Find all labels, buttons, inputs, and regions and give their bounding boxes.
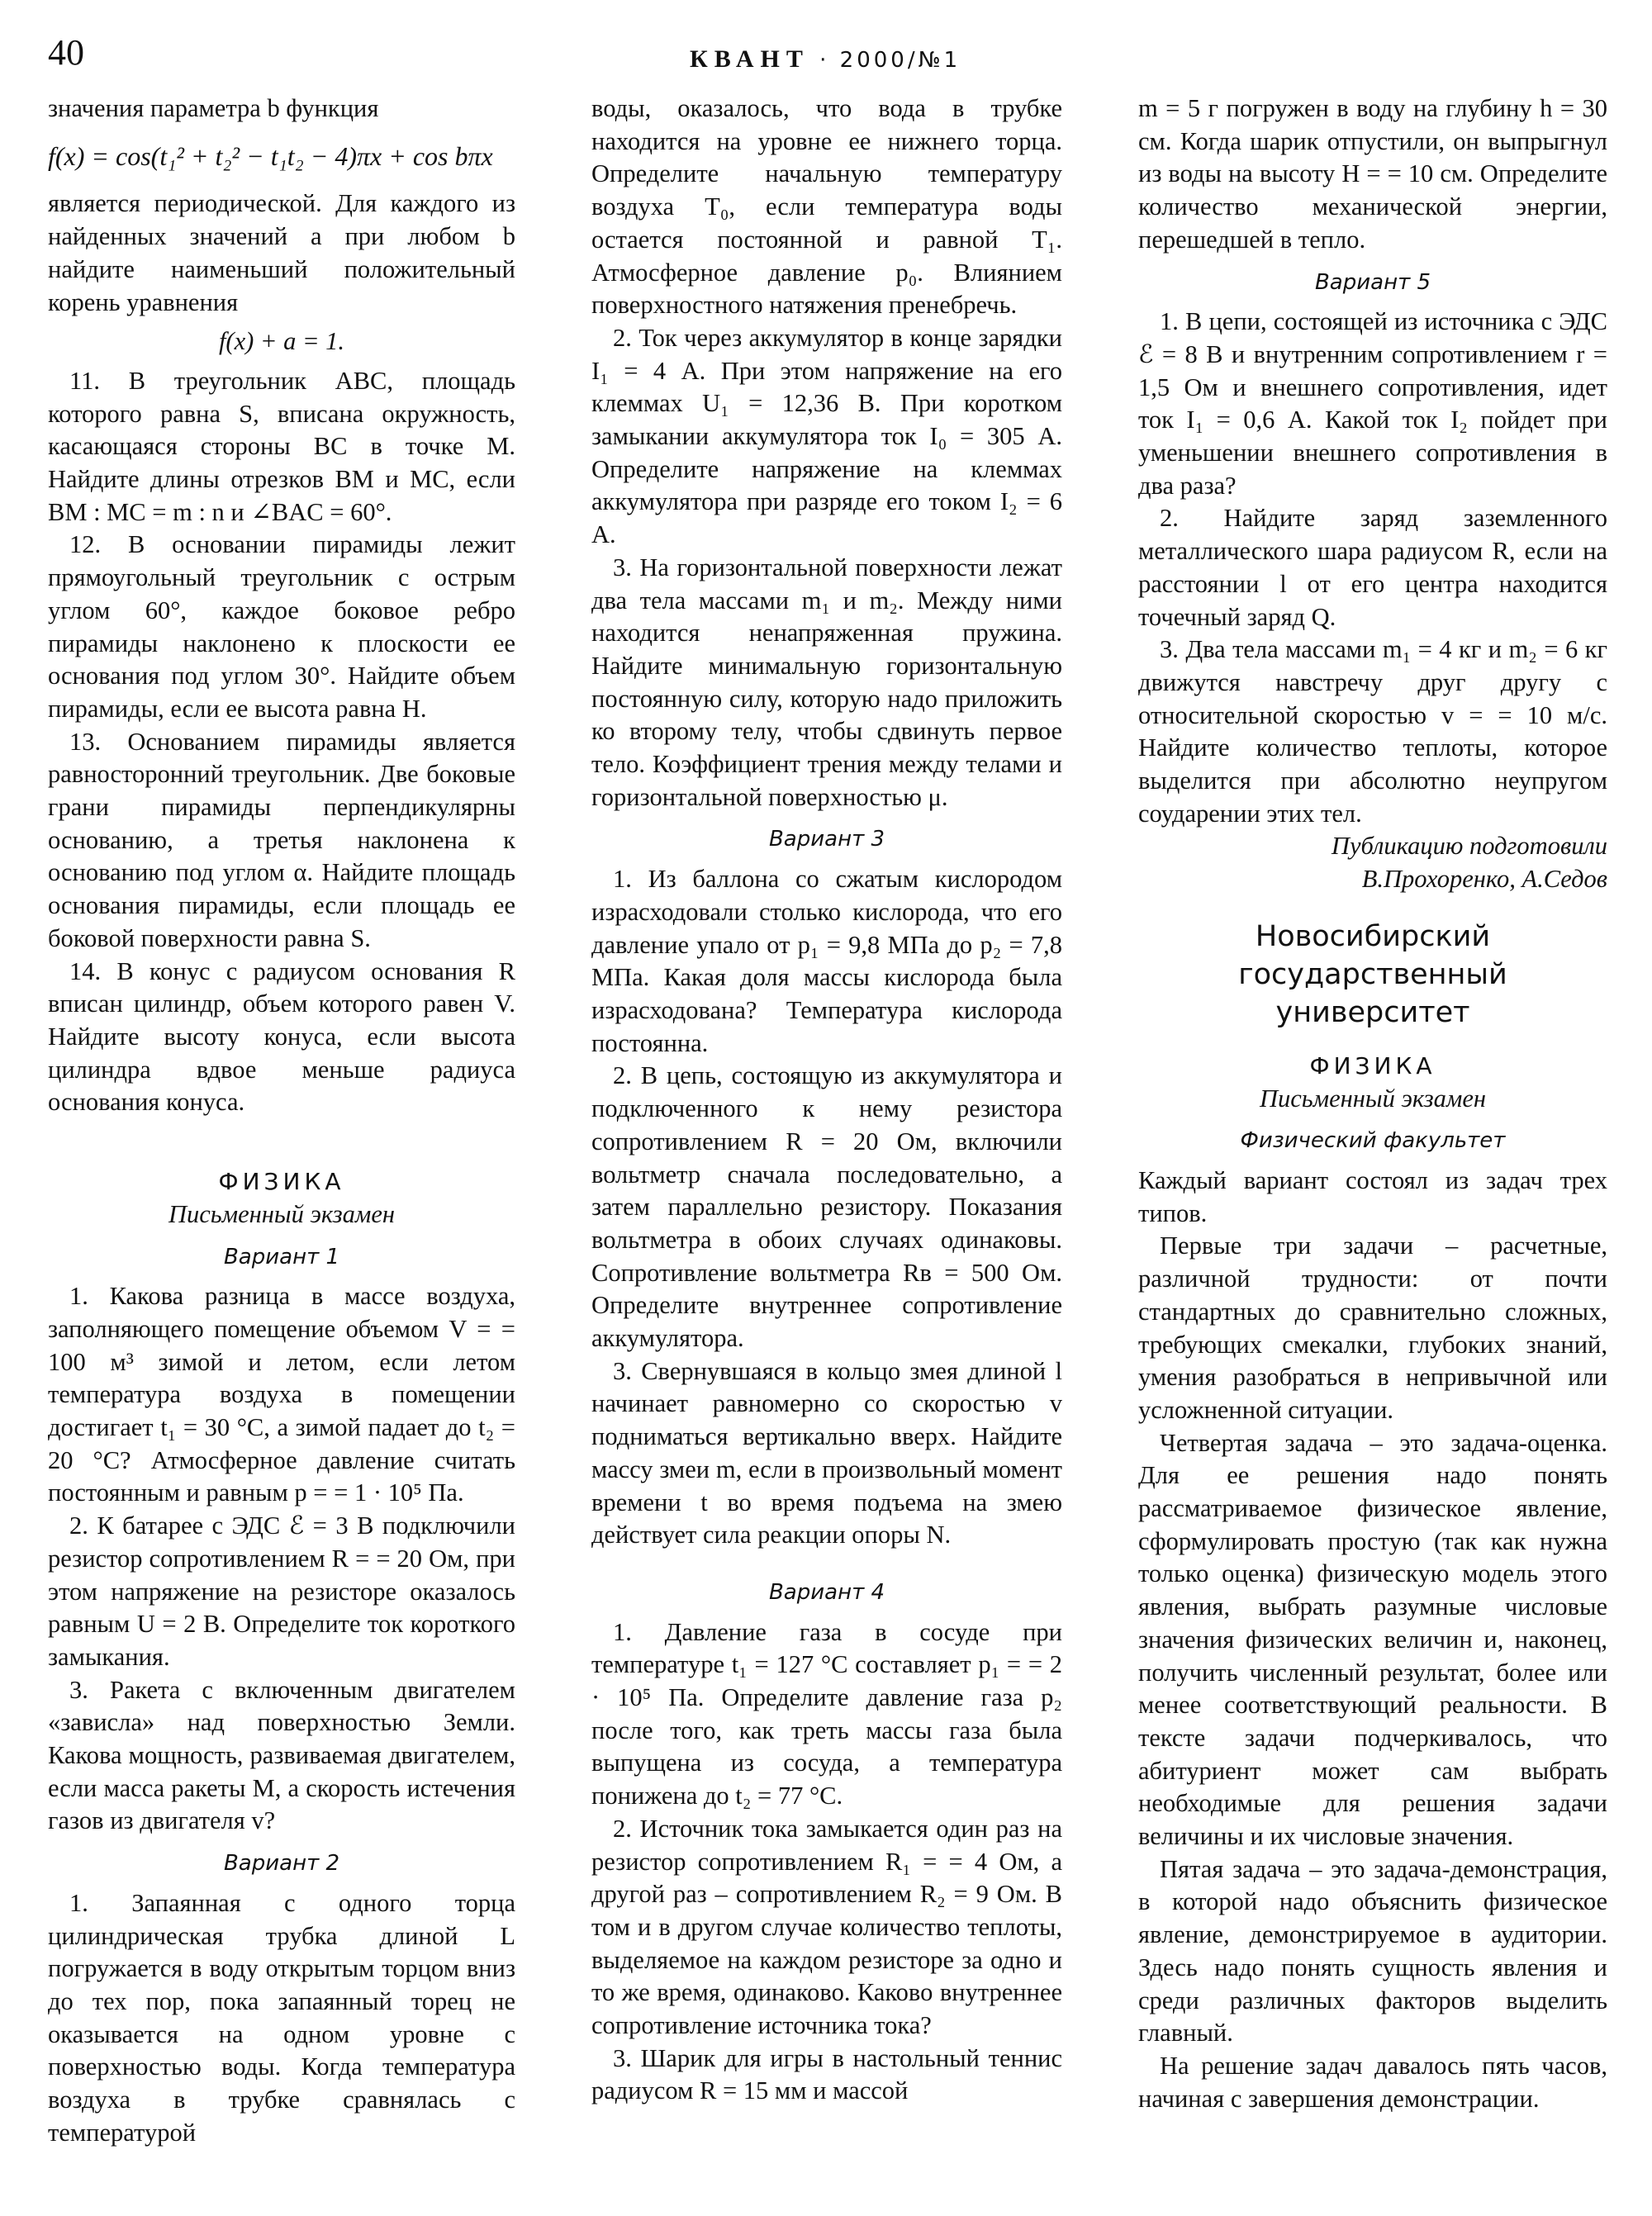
problem-13: 13. Основанием пирамиды является равносторонний треугольник. Две боковые грани пирамиды перпендикулярны основанию, а третья наклонена к основанию под углом α. Найдите площадь основания пирамиды, если площадь ее боковой поверхности равна S. (48, 727, 515, 952)
column-right (1138, 93, 1607, 2115)
paragraph: Пятая задача – это задача-демонстрация, в которой надо объяснить физическое явление, демонстрируемое в аудитории. Здесь надо понять сущность явления и среди различных факторов выделить главный. (1138, 1854, 1607, 2048)
variant-1-problem-2: 2. К батарее с ЭДС ℰ = 3 В подключили резистор сопротивлением R = = 20 Ом, при этом напряжение на резисторе оказалось равным U = 2 В. Определите ток короткого замыкания. (48, 1511, 515, 1671)
column-middle (591, 93, 1062, 2108)
paragraph: является периодической. Для каждого из найденных значений a при любом b найдите наименьший положительный корень уравнения (48, 189, 515, 316)
variant-3-problem-2: 2. В цепь, состоящую из аккумулятора и подключенного к нему резистора сопротивлением R = 20 Ом, включили вольтметр сначала последовательно, а затем параллельно резистору. Показания вольтметра в обоих случаях одинаковы. Сопротивление вольтметра Rв = 500 Ом. Определите внутреннее сопротивление аккумулятора. (591, 1061, 1062, 1353)
variant-2-problem-2: 2. Ток через аккумулятор в конце зарядки I₁ = 4 А. При этом напряжение на его клеммах U₁ = 12,36 В. При коротком замыкании аккумулятора ток I₀ = 305 А. Определите напряжение на клеммах аккумулятора при разряде его током I₂ = 6 А. (591, 323, 1062, 549)
signature-line-1: Публикацию подготовили (1331, 832, 1607, 861)
paragraph: Каждый вариант состоял из задач трех типов. (1138, 1165, 1607, 1227)
variant-5-problem-2: 2. Найдите заряд заземленного металлического шара радиусом R, если на расстоянии l от его центра находится точечный заряд Q. (1138, 504, 1607, 631)
exam-subheading: Письменный экзамен (1259, 1084, 1487, 1113)
faculty-heading: Физический факультет (1240, 1128, 1506, 1154)
variant-2-heading: Вариант 2 (223, 1851, 340, 1877)
formula: f(x) = cos(t₁² + t₂² − t₁t₂ − 4)πx + cos bπx (48, 140, 493, 171)
running-head (690, 45, 961, 74)
variant-4-problem-3: 3. Шарик для игры в настольный теннис радиусом R = 15 мм и массой (591, 2043, 1062, 2105)
paragraph: значения параметра b функция (48, 94, 379, 122)
section-heading-physics: ФИЗИКА (218, 1168, 345, 1196)
variant-5-problem-1: 1. В цепи, состоящей из источника с ЭДС ℰ = 8 В и внутренним сопротивлением r = 1,5 Ом и внешнего сопротивления, идет ток I₁ = 0,6 А. Какой ток I₂ пойдет при уменьшении внешнего сопротивления в два раза? (1138, 307, 1607, 500)
variant-4-problem-2: 2. Источник тока замыкается один раз на резистор сопротивлением R₁ = = 4 Ом, а другой раз – сопротивлением R₂ = 9 Ом. В том и в другом случае количество теплоты, выделяемое на каждом резисторе за одно и то же время, одинаково. Каково внутреннее сопротивление источника тока? (591, 1814, 1062, 2040)
university-heading: Новосибирский государственный университет (1238, 919, 1507, 1029)
page-number: 40 (48, 32, 84, 73)
variant-1-heading: Вариант 1 (223, 1244, 340, 1269)
paragraph-continued: m = 5 г погружен в воду на глубину h = 30 см. Когда шарик отпустили, он выпрыгнул из воды на высоту H = = 10 см. Определите количество механической энергии, перешедшей в тепло. (1138, 94, 1607, 254)
paragraph: Четвертая задача – это задача-оценка. Для ее решения надо понять рассматриваемое физическое явление, сформулировать простую (так как нужна только оценка) физическую модель этого явления, выбрать разумные числовые значения физических величин и, наконец, получить численный результат, более или менее соответствующий реальности. В тексте задачи подчеркивалось, что абитуриент может сам выбрать необходимые для решения задачи величины и их числовые значения. (1138, 1428, 1607, 1851)
journal-title: КВАНТ (690, 45, 809, 73)
variant-3-problem-3: 3. Свернувшаяся в кольцо змея длиной l начинает равномерно со скоростью v подниматься вертикально вверх. Найдите массу змеи m, если в произвольный момент времени t во время подъема на змею действует сила реакции опоры N. (591, 1356, 1062, 1549)
variant-4-heading: Вариант 4 (768, 1579, 885, 1605)
equation: f(x) + a = 1. (218, 327, 345, 356)
issue-label: · 2000/№1 (819, 48, 961, 73)
signature-line-2: В.Прохоренко, А.Седов (1361, 865, 1607, 894)
exam-subheading: Письменный экзамен (168, 1199, 396, 1228)
variant-1-problem-3: 3. Ракета с включенным двигателем «зависла» над поверхностью Земли. Какова мощность, развиваемая двигателем, если масса ракеты M, а скорость истечения газов из двигателя v? (48, 1675, 515, 1835)
variant-2-problem-3: 3. На горизонтальной поверхности лежат два тела массами m₁ и m₂. Между ними находится ненапряженная пружина. Найдите минимальную горизонтальную постоянную силу, которую надо приложить ко второму телу, чтобы сдвинуть первое тело. Коэффициент трения между телами и горизонтальной поверхностью μ. (591, 553, 1062, 811)
variant-3-problem-1: 1. Из баллона со сжатым кислородом израсходовали столько кислорода, что его давление упало от p₁ = 9,8 МПа до p₂ = 7,8 МПа. Какая доля массы кислорода была израсходована? Температура кислорода постоянна. (591, 865, 1062, 1057)
problem-11: 11. В треугольник ABC, площадь которого равна S, вписана окружность, касающаяся стороны BC в точке M. Найдите длины отрезков BM и MC, если BM : MC = m : n и ∠BAC = 60°. (48, 366, 515, 526)
paragraph-continued: воды, оказалось, что вода в трубке находится на уровне ее нижнего торца. Определите начальную температуру воздуха T₀, если температура воды остается постоянной и равной T₁. Атмосферное давление p₀. Влиянием поверхностного натяжения пренебречь. (591, 94, 1062, 320)
section-heading-physics: ФИЗИКА (1309, 1051, 1436, 1080)
variant-1-problem-1: 1. Какова разница в массе воздуха, заполняющего помещение объемом V = = 100 м³ зимой и летом, если летом температура воздуха в помещении достигает t₁ = 30 °С, а зимой падает до t₂ = 20 °С? Атмосферное давление считать постоянным и равным p = = 1 · 10⁵ Па. (48, 1282, 515, 1507)
paragraph: На решение задач давалось пять часов, начиная с завершения демонстрации. (1138, 2051, 1607, 2113)
variant-5-heading: Вариант 5 (1314, 269, 1431, 295)
paragraph: Первые три задачи – расчетные, различной трудности: от почти стандартных до сравнительно сложных, требующих смекалки, глубоких знаний, умения разобраться в непривычной или усложненной ситуации. (1138, 1231, 1607, 1424)
problem-14: 14. В конус с радиусом основания R вписан цилиндр, объем которого равен V. Найдите высоту конуса, если высота цилиндра вдвое меньше радиуса основания конуса. (48, 956, 515, 1117)
column-left (48, 93, 515, 2149)
variant-3-heading: Вариант 3 (768, 827, 885, 852)
variant-5-problem-3: 3. Два тела массами m₁ = 4 кг и m₂ = 6 кг движутся навстречу друг другу с относительной скоростью v = = 10 м/с. Найдите количество теплоты, которое выделится при абсолютно неупругом соударении этих тел. (1138, 635, 1607, 828)
variant-4-problem-1: 1. Давление газа в сосуде при температуре t₁ = 127 °С составляет p₁ = = 2 · 10⁵ Па. Определите давление газа p₂ после того, как треть массы газа была выпущена из сосуда, а температура понижена до t₂ = 77 °С. (591, 1617, 1062, 1810)
problem-12: 12. В основании пирамиды лежит прямоугольный треугольник с острым углом 60°, каждое боковое ребро пирамиды наклонено к плоскости ее основания под углом 30°. Найдите объем пирамиды, если ее высота равна H. (48, 530, 515, 723)
variant-2-problem-1: 1. Запаянная с одного торца цилиндрическая трубка длиной L погружается в воду открытым торцом вниз до тех пор, пока запаянный торец не оказывается на одном уровне с поверхностью воды. Когда температура воздуха в трубке сравнялась с температурой (48, 1888, 515, 2147)
